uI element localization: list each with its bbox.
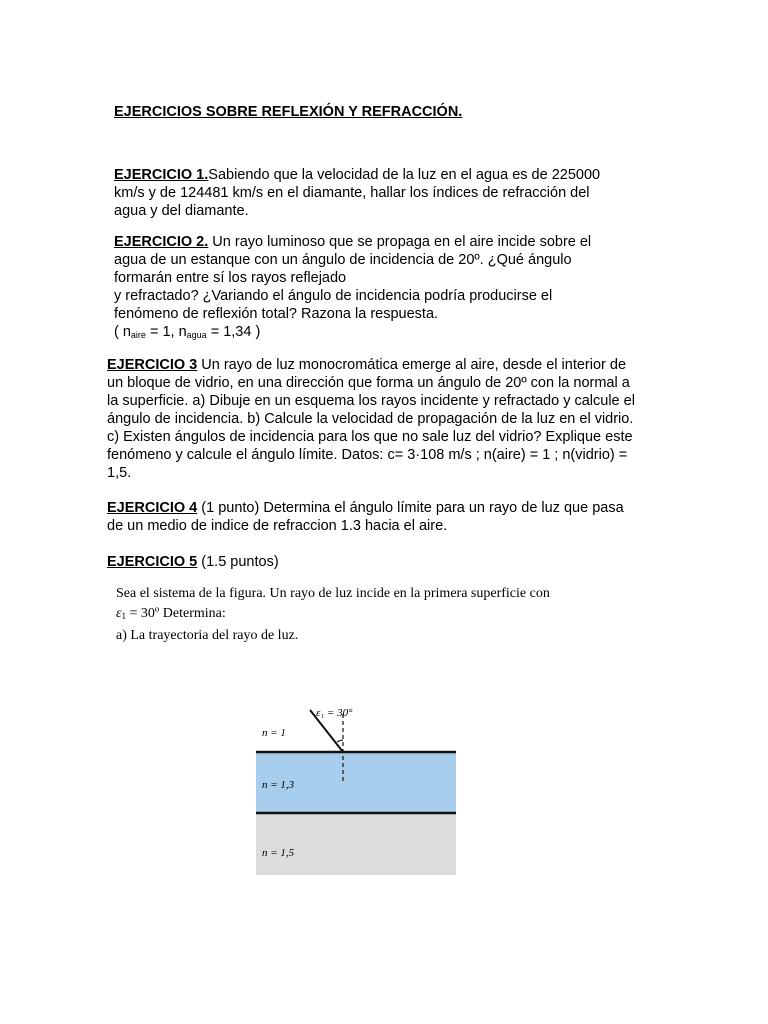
angle-arc bbox=[337, 740, 343, 742]
exercise-1-label: EJERCICIO 1. bbox=[114, 167, 209, 183]
exercise-4-text: (1 punto) Determina el ángulo límite para un rayo de luz que pasa bbox=[197, 500, 624, 516]
exercise-1-text: agua y del diamante. bbox=[114, 203, 249, 219]
scanned-line-1: Sea el sistema de la figura. Un rayo de luz incide en la primera superficie con bbox=[116, 586, 550, 601]
exercise-2-text: fenómeno de reflexión total? Razona la respuesta. bbox=[114, 306, 439, 322]
exercise-1-text: km/s y de 124481 km/s en el diamante, hallar los índices de refracción del bbox=[114, 185, 590, 201]
exercise-3-text: ángulo de incidencia. b) Calcule la velocidad de propagación de la luz en el vidrio. bbox=[107, 411, 634, 427]
exercise-1-text: Sabiendo que la velocidad de la luz en el agua es de 225000 bbox=[208, 167, 601, 183]
exercise-2-label: EJERCICIO 2. bbox=[114, 234, 209, 250]
exercise-2-data: ( $n_{aire} = 1$, $n_{agua} = 1,34$ ) bbox=[114, 324, 261, 340]
layer-n15 bbox=[256, 813, 456, 875]
scanned-line-2: $\varepsilon_1$ = 30º Determina: bbox=[116, 606, 226, 621]
exercise-3-text: 1,5. bbox=[107, 465, 132, 481]
label-n-layer1: n = 1,3 bbox=[262, 779, 295, 791]
exercise-3-text: c) Existen ángulos de incidencia para los que no sale luz del vidrio? Explique este bbox=[107, 429, 633, 445]
exercise-4-label: EJERCICIO 4 bbox=[107, 500, 198, 516]
label-n-air: n = 1 bbox=[262, 727, 286, 739]
exercise-4 bbox=[107, 499, 624, 535]
subscript-aire: aire bbox=[130, 330, 146, 340]
page-title: EJERCICIOS SOBRE REFLEXIÓN Y REFRACCIÓN. bbox=[114, 104, 463, 120]
exercise-5-label: EJERCICIO 5 bbox=[107, 554, 198, 570]
exercise-2-text: formarán entre sí los rayos reflejado bbox=[114, 270, 347, 286]
exercise-1 bbox=[114, 166, 600, 220]
exercise-5-text: (1.5 puntos) bbox=[197, 554, 279, 570]
exercise-2 bbox=[114, 233, 591, 344]
exercise-3-text: un bloque de vidrio, en una dirección que forma un ángulo de 20º con la normal a bbox=[107, 375, 630, 391]
exercise-5 bbox=[107, 553, 279, 571]
refraction-diagram bbox=[250, 696, 460, 880]
exercise-3-text: Un rayo de luz monocromática emerge al aire, desde el interior de bbox=[197, 357, 627, 373]
exercise-3-text: fenómeno y calcule el ángulo límite. Datos: c= 3·108 m/s ; n(aire) = 1 ; n(vidrio) = bbox=[107, 447, 628, 463]
exercise-3 bbox=[107, 356, 635, 482]
scanned-statement bbox=[116, 584, 596, 646]
subscript-agua: agua bbox=[186, 330, 207, 340]
exercise-3-label: EJERCICIO 3 bbox=[107, 357, 198, 373]
angle-label: ε₁ = 30° bbox=[316, 707, 353, 719]
label-n-layer2: n = 1,5 bbox=[262, 847, 295, 859]
exercise-4-text: de un medio de indice de refraccion 1.3 hacia el aire. bbox=[107, 518, 448, 534]
exercise-3-text: la superficie. a) Dibuje en un esquema los rayos incidente y refractado y calcule el bbox=[107, 393, 635, 409]
exercise-2-text: Un rayo luminoso que se propaga en el aire incide sobre el bbox=[208, 234, 592, 250]
exercise-2-text: y refractado? ¿Variando el ángulo de incidencia podría producirse el bbox=[114, 288, 553, 304]
scanned-line-3: a) La trayectoria del rayo de luz. bbox=[116, 628, 299, 643]
exercise-2-text: agua de un estanque con un ángulo de incidencia de 20º. ¿Qué ángulo bbox=[114, 252, 572, 268]
